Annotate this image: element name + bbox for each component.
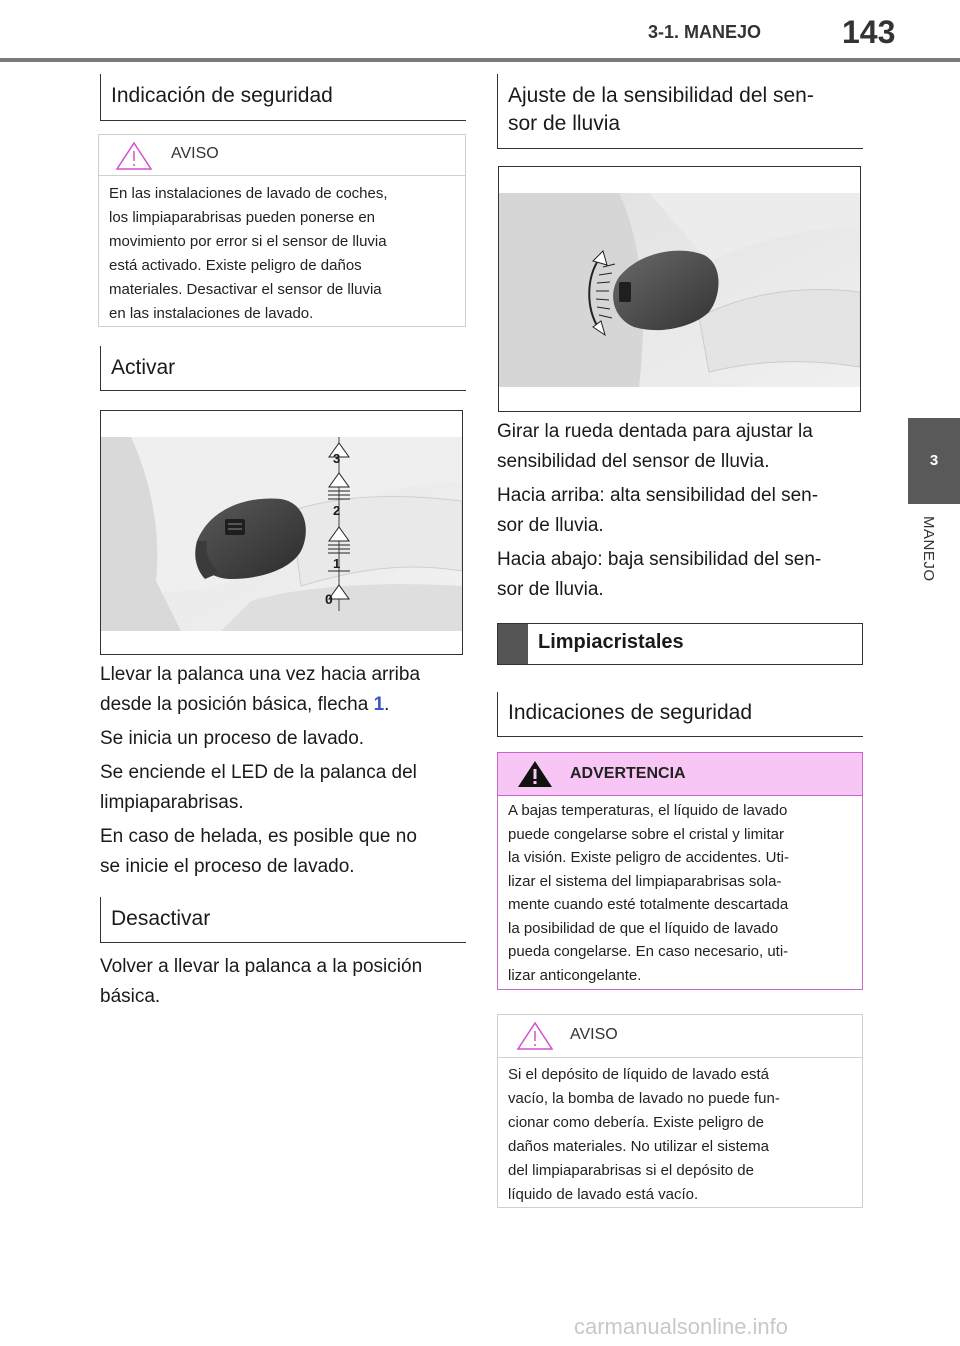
warning-box [497,752,863,990]
notice-box-header [498,1015,862,1058]
warning-line: pueda congelarse. En caso necesario, uti- [508,943,789,960]
notice-line: cionar como debería. Existe peligro de [508,1114,764,1131]
deactivate-text [100,952,465,1012]
activate-p1-line1: Llevar la palanca una vez hacia arriba [100,664,421,685]
warning-outline-icon [115,141,153,171]
activate-p3-line1: Se enciende el LED de la palanca del [100,762,417,783]
warning-line: A bajas temperaturas, el líquido de lavado [508,802,788,819]
notice-line: En las instalaciones de lavado de coches, [109,185,388,202]
notice-line: movimiento por error si el sensor de lluvia [109,233,387,250]
sensitivity-p3-line1: Hacia abajo: baja sensibilidad del sen- [497,549,822,570]
safety-section-heading-text: Indicación de seguridad [111,84,333,107]
warning-line: mente cuando esté totalmente descartada [508,896,789,913]
sensitivity-p2-line1: Hacia arriba: alta sensibilidad del sen- [497,485,819,506]
notice-box-left [98,134,466,327]
figure-label-3: 3 [333,451,341,466]
warning-line: la visión. Existe peligro de accidentes. Uti- [508,849,789,866]
chapter-side-label [906,516,958,606]
notice-title: AVISO [171,145,219,162]
sensitivity-wheel-figure [498,166,861,412]
sensitivity-heading-line1: Ajuste de la sensibilidad del sen- [508,84,814,107]
warning-filled-icon [516,759,554,789]
notice-title: AVISO [570,1026,618,1043]
activate-text [100,660,465,882]
deactivate-heading-text: Desactivar [111,907,211,930]
header-rule [0,58,960,62]
notice-line: materiales. Desactivar el sensor de lluvia [109,281,382,298]
warning-box-header [498,753,862,796]
chapter-tab-number: 3 [929,452,939,469]
activate-p2: Se inicia un proceso de lavado. [100,728,365,749]
notice-line: en las instalaciones de lavado. [109,305,314,322]
safety-section-heading [100,74,466,121]
warning-line: lizar anticongelante. [508,966,642,984]
activate-p1-line2 [100,690,465,720]
notice-line: está activado. Existe peligro de daños [109,257,362,274]
chapter-title: 3-1. MANEJO [648,22,762,42]
sensitivity-heading [497,74,863,149]
sensitivity-heading-line2: sor de lluvia [508,112,621,135]
warning-line: puede congelarse sobre el cristal y limitar [508,825,784,843]
notice-line: Si el depósito de líquido de lavado está [508,1066,770,1083]
activate-p1-end: . [384,694,390,715]
warning-body [508,799,852,987]
activate-p1-line2-text: desde la posición básica, flecha [100,694,369,715]
sensitivity-text [497,417,862,605]
sensitivity-p2-line2: sor de lluvia. [497,515,604,536]
arrow-number: 1 [373,694,385,715]
activate-heading [100,346,466,391]
deactivate-line2: básica. [100,986,161,1007]
sensitivity-p1-line2: sensibilidad del sensor de lluvia. [497,451,770,472]
activate-p3-line2: limpiaparabrisas. [100,792,244,813]
activate-p4-line1: En caso de helada, es posible que no [100,826,417,847]
chapter-side-label-text: MANEJO [920,516,937,582]
deactivate-line1: Volver a llevar la palanca a la posición [100,956,423,977]
notice-line: del limpiaparabrisas si el depósito de [508,1162,754,1179]
wipers-heading-bar [498,624,528,664]
watermark: carmanualsonline.info [574,1314,789,1339]
notice-box-right [497,1014,863,1208]
figure-label-2: 2 [333,503,341,518]
sensitivity-p1-line1: Girar la rueda dentada para ajustar la [497,421,813,442]
deactivate-heading [100,897,466,943]
figure-label-0: 0 [325,591,333,607]
warning-outline-icon [516,1021,554,1051]
page-number: 143 [842,14,896,50]
wiper-lever-illustration [101,411,462,654]
notice-line: líquido de lavado está vacío. [508,1186,699,1203]
activate-heading-text: Activar [111,356,176,379]
chapter-tab [908,418,960,504]
activate-p4-line2: se inicie el proceso de lavado. [100,856,355,877]
notice-line: los limpiaparabrisas pueden ponerse en [109,209,376,226]
notice-body [109,182,455,326]
wipers-heading [497,623,863,665]
notice-body [508,1063,852,1207]
warning-line: la posibilidad de que el líquido de lavado [508,919,779,937]
safety-indications-heading-text: Indicaciones de seguridad [508,701,753,724]
notice-line: vacío, la bomba de lavado no puede fun- [508,1090,780,1107]
warning-line: lizar el sistema del limpiaparabrisas sola- [508,872,782,890]
sensitivity-wheel-illustration [499,167,860,411]
warning-title: ADVERTENCIA [570,765,686,782]
sensitivity-p3-line2: sor de lluvia. [497,579,604,600]
safety-indications-heading [497,692,863,737]
wiper-lever-figure [100,410,463,655]
notice-line: daños materiales. No utilizar el sistema [508,1138,769,1155]
figure-label-1: 1 [333,556,341,571]
wipers-heading-text: Limpiacristales [538,631,684,653]
notice-box-header [99,135,465,176]
